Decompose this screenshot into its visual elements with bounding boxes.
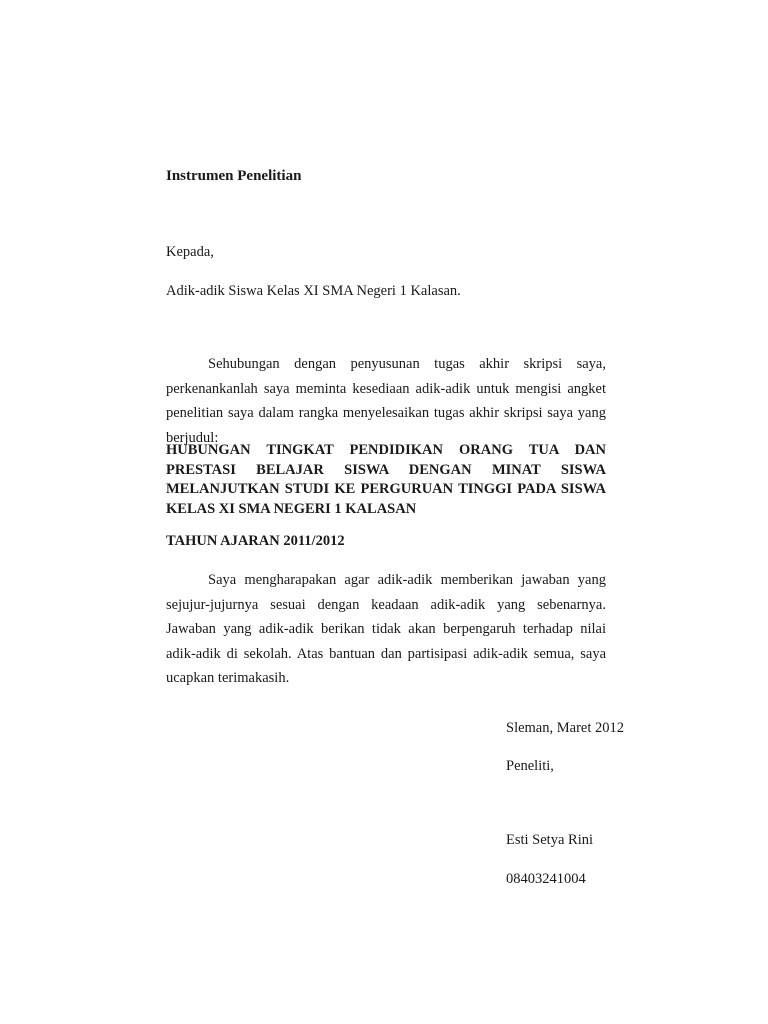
document-heading: Instrumen Penelitian bbox=[166, 168, 302, 184]
intro-paragraph: Sehubungan dengan penyusunan tugas akhir skripsi saya, perkenankanlah saya meminta kesediaan adik-adik untuk mengisi angket penelitian saya dalam rangka menyelesaikan tugas akhir skripsi saya yang berjudul: bbox=[166, 356, 606, 446]
thesis-title: HUBUNGAN TINGKAT PENDIDIKAN ORANG TUA DAN PRESTASI BELAJAR SISWA DENGAN MINAT SISWA MELANJUTKAN STUDI KE PERGURUAN TINGGI PADA SISWA KELAS XI SMA NEGERI 1 KALASAN bbox=[166, 442, 606, 517]
signature-name: Esti Setya Rini bbox=[506, 832, 593, 848]
signature-student-id: 08403241004 bbox=[506, 871, 586, 887]
signature-role: Peneliti, bbox=[506, 758, 554, 774]
closing-paragraph: Saya mengharapakan agar adik-adik memberikan jawaban yang sejujur-jujurnya sesuai dengan keadaan adik-adik yang sebenarnya. Jawaban yang adik-adik berikan tidak akan berpengaruh terhadap nilai adik-adik di sekolah. Atas bantuan dan partisipasi adik-adik semua, saya ucapkan terimakasih. bbox=[166, 572, 606, 686]
salutation: Kepada, bbox=[166, 244, 214, 260]
academic-year: TAHUN AJARAN 2011/2012 bbox=[166, 533, 345, 549]
recipient: Adik-adik Siswa Kelas XI SMA Negeri 1 Kalasan. bbox=[166, 283, 461, 299]
signature-place-date: Sleman, Maret 2012 bbox=[506, 720, 624, 736]
